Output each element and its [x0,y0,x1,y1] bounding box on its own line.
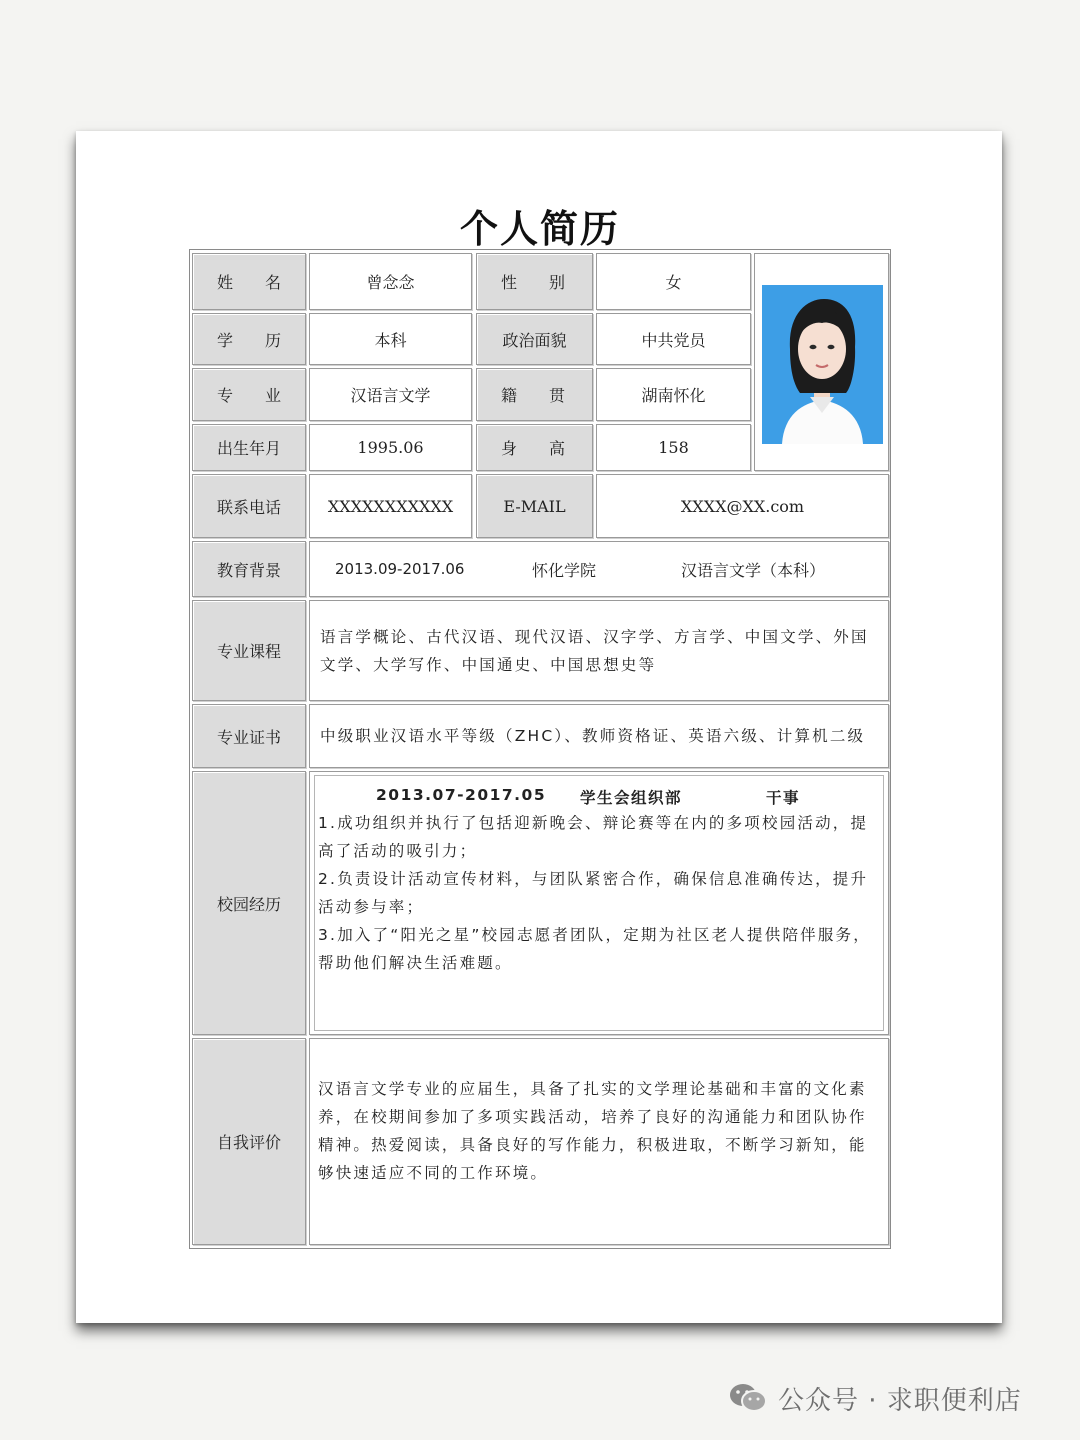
self-eval-text: 汉语言文学专业的应届生，具备了扎实的文学理论基础和丰富的文化素养，在校期间参加了多项实践活动，培养了良好的沟通能力和团队协作精神。热爱阅读，具备良好的写作能力，积极进取，不断学习新知，能够快速适应不同的工作环境。 [318,1080,867,1182]
value-major: 汉语言文学 [309,368,472,421]
edu-bg-row [309,541,889,597]
label-native-text: 籍 贯 [501,386,566,405]
value-phone: XXXXXXXXXXX [309,474,472,538]
label-certs: 专业证书 [192,704,306,768]
campus-org: 学生会组织部 [580,789,683,807]
label-height-text: 身 高 [501,439,566,458]
courses-text [309,600,889,701]
wechat-icon [728,1382,768,1414]
label-courses: 专业课程 [192,600,306,701]
campus-period: 2013.07-2017.05 [376,786,547,804]
label-education [192,313,306,365]
edu-degree: 汉语言文学（本科） [681,560,826,580]
campus-role: 干事 [766,789,801,807]
label-self: 自我评价 [192,1038,306,1245]
value-political: 中共党员 [596,313,751,365]
label-name-text: 姓 名 [217,273,282,292]
certs-text [309,704,889,768]
label-political: 政治面貌 [476,313,593,365]
value-email: XXXX@XX.com [596,474,889,538]
person-portrait-icon [762,285,883,444]
label-gender-text: 性 别 [501,273,566,292]
value-name: 曾念念 [309,253,472,310]
label-major [192,368,306,421]
campus-items [318,809,880,977]
page-title: 个人简历 [459,206,620,251]
campus-item: 1.成功组织并执行了包括迎新晚会、辩论赛等在内的多项校园活动，提高了活动的吸引力； [318,814,869,860]
label-height [476,424,593,471]
value-education: 本科 [309,313,472,365]
courses-content: 语言学概论、古代汉语、现代汉语、汉字学、方言学、中国文学、外国文学、大学写作、中国通史、中国思想史等 [320,627,869,674]
label-campus: 校园经历 [192,771,306,1035]
label-name [192,253,306,310]
campus-item: 3.加入了“阳光之星”校园志愿者团队，定期为社区老人提供陪伴服务，帮助他们解决生活难题。 [318,926,871,972]
label-education-text: 学 历 [217,330,282,350]
campus-item: 2.负责设计活动宣传材料，与团队紧密合作，确保信息准确传达，提升活动参与率； [318,870,869,916]
value-native: 湖南怀化 [596,368,751,421]
value-height: 158 [596,424,751,471]
profile-photo [762,285,883,444]
certs-content: 中级职业汉语水平等级（ZHC）、教师资格证、英语六级、计算机二级 [320,727,866,745]
watermark [728,1378,1022,1418]
value-gender: 女 [596,253,751,310]
label-major-text: 专 业 [217,386,282,405]
edu-school: 怀化学院 [532,560,597,580]
label-email: E-MAIL [476,474,593,538]
label-birth: 出生年月 [192,424,306,471]
edu-period: 2013.09-2017.06 [335,560,465,578]
value-birth: 1995.06 [309,424,472,471]
campus-header [318,782,883,808]
watermark-text: 公众号 · 求职便利店 [778,1385,1022,1416]
label-phone: 联系电话 [192,474,306,538]
label-gender [476,253,593,310]
label-edu-bg: 教育背景 [192,541,306,597]
label-native [476,368,593,421]
